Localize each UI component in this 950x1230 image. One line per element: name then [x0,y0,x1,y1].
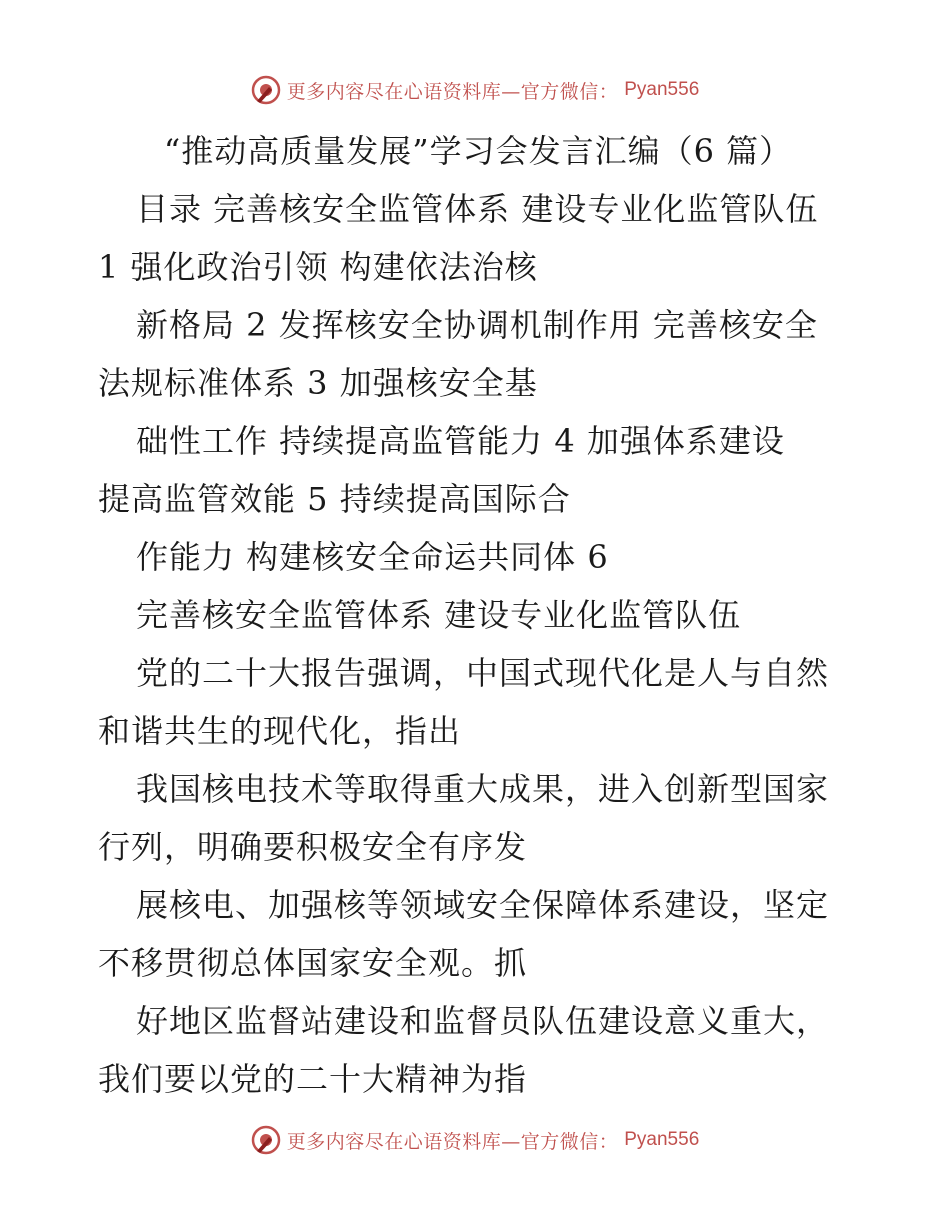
text-line: 党的二十大报告强调，中国式现代化是人与自然 [136,654,830,692]
watermark-id: Pyan556 [624,79,700,100]
text-line: 完善核安全监管体系 建设专业化监管队伍 [136,596,742,634]
watermark-id: Pyan556 [624,1129,700,1150]
text-line: 础性工作 持续提高监管能力 4 加强体系建设 [136,422,785,460]
header-watermark [0,72,950,108]
text-line: 展核电、加强核等领域安全保障体系建设，坚定 [136,886,830,924]
document-title: “推动高质量发展”学习会发言汇编（6 篇） [163,132,793,170]
pen-logo-icon [251,1125,281,1155]
text-line: 我们要以党的二十大精神为指 [98,1060,528,1098]
pen-logo-icon [251,75,281,105]
watermark-text: 更多内容尽在心语资料库—官方微信： [286,80,619,103]
text-line: 新格局 2 发挥核安全协调机制作用 完善核安全 [136,306,818,344]
text-line: 好地区监督站建设和监督员队伍建设意义重大， [136,1002,830,1040]
text-line: 行列，明确要积极安全有序发 [98,828,528,866]
text-line: 和谐共生的现代化，指出 [98,712,462,750]
watermark-text: 更多内容尽在心语资料库—官方微信： [286,1130,619,1153]
text-line: 1 强化政治引领 构建依法治核 [98,248,538,286]
text-line: 法规标准体系 3 加强核安全基 [98,364,538,402]
text-line: 作能力 构建核安全命运共同体 6 [136,538,609,576]
document-body [98,122,858,1108]
text-line: 提高监管效能 5 持续提高国际合 [98,480,571,518]
text-line: 不移贯彻总体国家安全观。抓 [98,944,528,982]
footer-watermark [0,1122,950,1158]
text-line: 目录 完善核安全监管体系 建设专业化监管队伍 [136,190,819,228]
text-line: 我国核电技术等取得重大成果，进入创新型国家 [136,770,830,808]
